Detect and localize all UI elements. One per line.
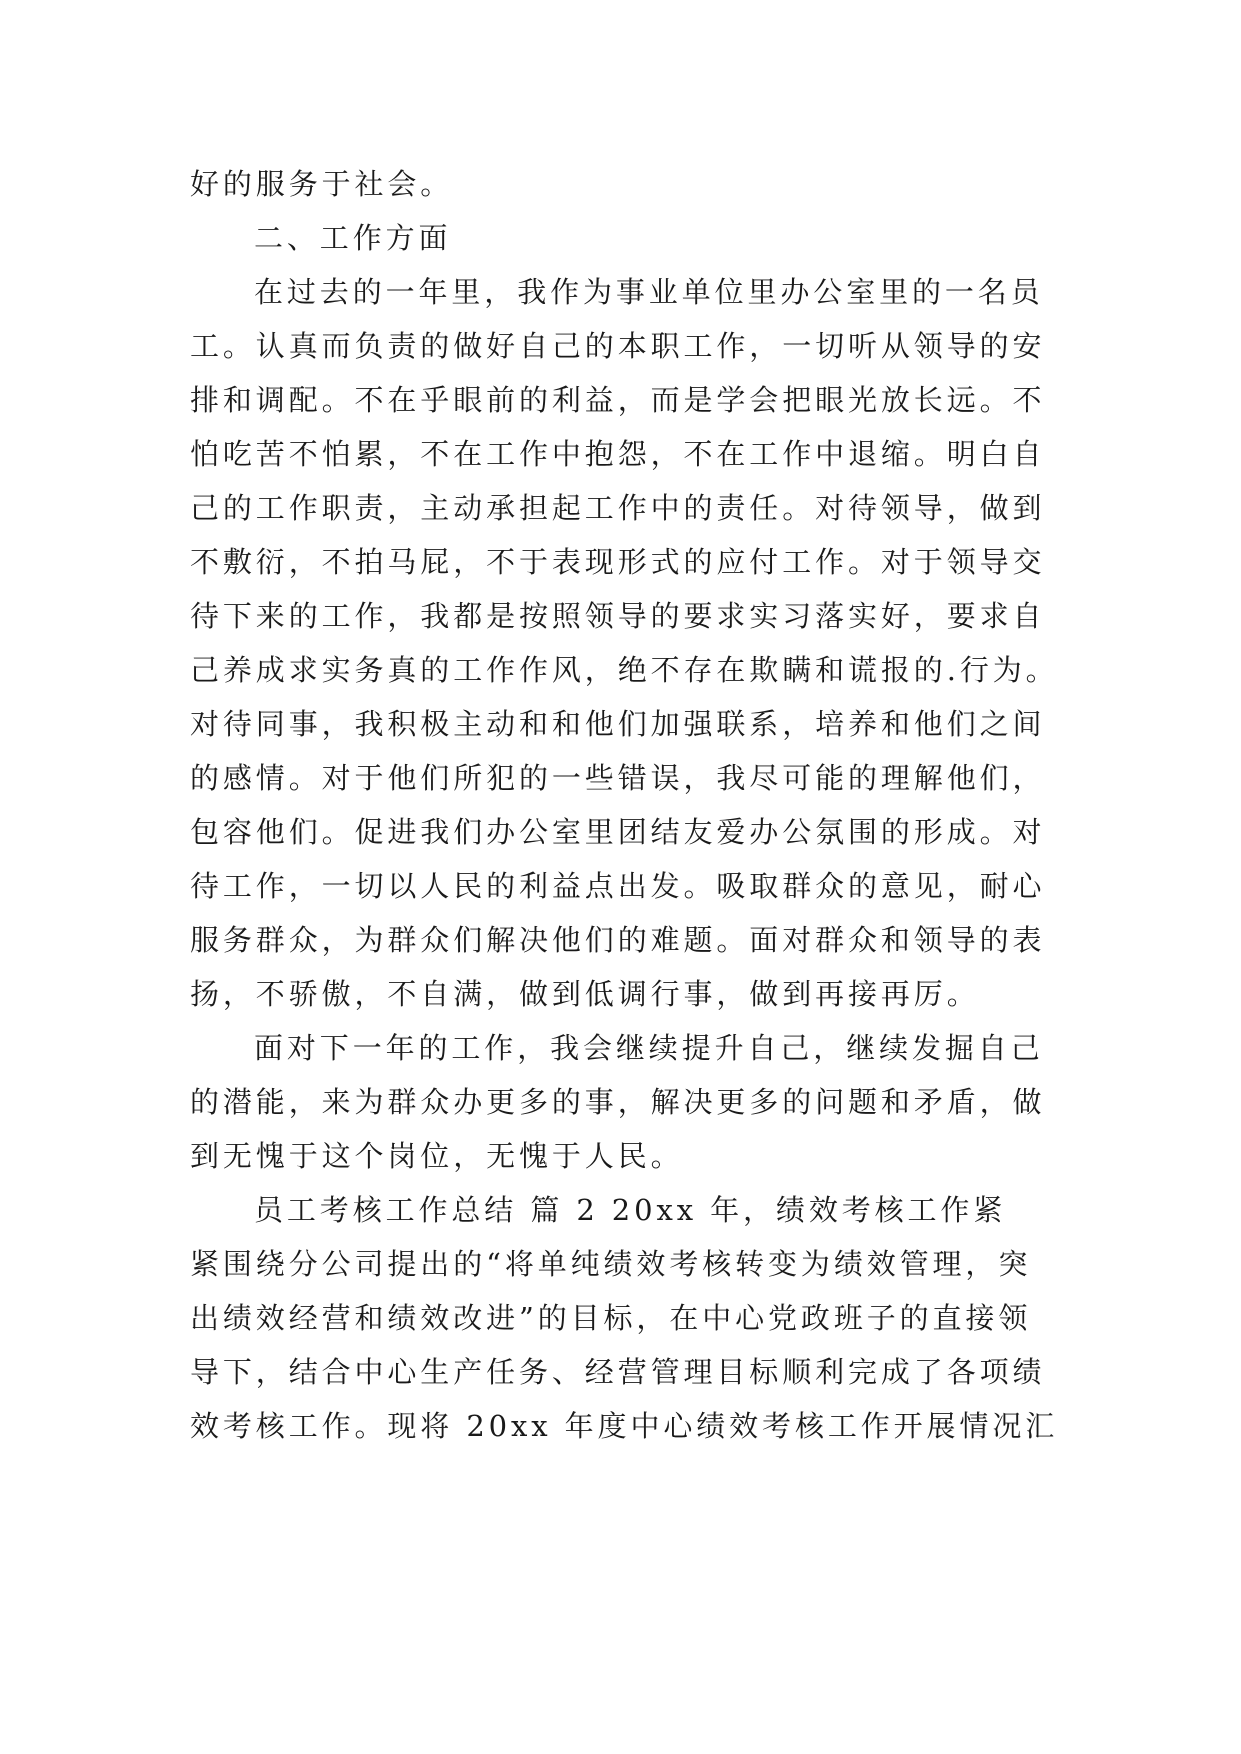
text-line: 包容他们。促进我们办公室里团结友爱办公氛围的形成。对 [190,815,1046,849]
text-line: 己养成求实务真的工作作风，绝不存在欺瞒和谎报的.行为。 [190,653,1059,687]
text-line: 出绩效经营和绩效改进”的目标，在中心党政班子的直接领 [190,1301,1032,1335]
document-body [190,157,1059,1453]
text-line: 在过去的一年里，我作为事业单位里办公室里的一名员 [254,275,1044,309]
text-line: 服务群众，为群众们解决他们的难题。面对群众和领导的表 [190,923,1046,957]
text-line: 己的工作职责，主动承担起工作中的责任。对待领导，做到 [190,491,1046,525]
text-line: 待工作，一切以人民的利益点出发。吸取群众的意见，耐心 [190,869,1046,903]
text-line: 不敷衍，不拍马屁，不于表现形式的应付工作。对于领导交 [190,545,1046,579]
text-line: 效考核工作。现将 20xx 年度中心绩效考核工作开展情况汇 [190,1409,1059,1443]
text-line: 对待同事，我积极主动和和他们加强联系，培养和他们之间 [190,707,1046,741]
text-line: 的感情。对于他们所犯的一些错误，我尽可能的理解他们， [190,761,1046,795]
text-line: 到无愧于这个岗位，无愧于人民。 [190,1139,684,1173]
text-line: 导下，结合中心生产任务、经营管理目标顺利完成了各项绩 [190,1355,1046,1389]
text-line: 怕吃苦不怕累，不在工作中抱怨，不在工作中退缩。明白自 [190,437,1046,471]
text-line: 的潜能，来为群众办更多的事，解决更多的问题和矛盾，做 [190,1085,1046,1119]
text-line: 员工考核工作总结 篇 2 20xx 年，绩效考核工作紧 [254,1193,1007,1227]
text-line: 好的服务于社会。 [190,167,454,201]
text-line: 紧围绕分公司提出的“将单纯绩效考核转变为绩效管理，突 [190,1247,1032,1281]
text-line: 面对下一年的工作，我会继续提升自己，继续发掘自己 [254,1031,1044,1065]
text-line: 待下来的工作，我都是按照领导的要求实习落实好，要求自 [190,599,1046,633]
section-heading: 二、工作方面 [254,221,452,255]
text-line: 排和调配。不在乎眼前的利益，而是学会把眼光放长远。不 [190,383,1046,417]
text-line: 工。认真而负责的做好自己的本职工作，一切听从领导的安 [190,329,1046,363]
text-line: 扬，不骄傲，不自满，做到低调行事，做到再接再厉。 [190,977,980,1011]
